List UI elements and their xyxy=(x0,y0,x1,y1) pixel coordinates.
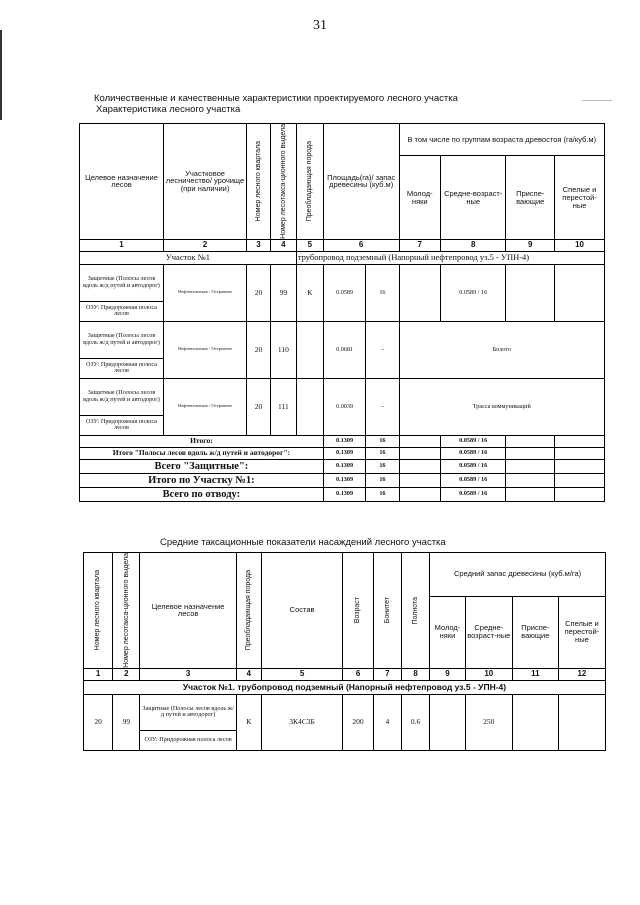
total-label: Итого: xyxy=(80,435,324,447)
total-young xyxy=(399,435,441,447)
total-area: 0.1309 xyxy=(323,447,366,459)
row-stock: – xyxy=(366,378,399,435)
total-mature xyxy=(506,447,555,459)
total-overmature xyxy=(555,447,605,459)
taxation-table xyxy=(83,552,606,751)
header-mature: Приспе-вающие xyxy=(506,156,555,239)
total-overmature xyxy=(555,487,605,501)
col-number: 2 xyxy=(164,239,247,251)
header-mature: Приспе-вающие xyxy=(512,596,558,668)
total-overmature xyxy=(555,473,605,487)
row-age: 200 xyxy=(343,694,373,750)
total-middle: 0.0589 / 16 xyxy=(441,447,506,459)
col-number: 6 xyxy=(343,668,373,680)
row-quarter: 20 xyxy=(247,321,271,378)
row-composition: 3К4С3Б xyxy=(261,694,343,750)
total-middle: 0.0589 / 16 xyxy=(441,487,506,501)
total-label: Всего "Защитные": xyxy=(80,459,324,473)
row-quarter: 20 xyxy=(247,378,271,435)
total-young xyxy=(399,447,441,459)
row-species: К xyxy=(296,264,323,321)
total-mature xyxy=(506,473,555,487)
plot-title: Участок №1 xyxy=(80,251,297,264)
col-number: 8 xyxy=(401,668,429,680)
total-label: Итого "Полосы лесов вдоль ж/д путей и автодорог": xyxy=(80,447,324,459)
scan-mark xyxy=(582,100,612,101)
total-area: 0.1309 xyxy=(323,459,366,473)
header-purpose: Целевое назначение лесов xyxy=(80,124,164,240)
row-middle: 250 xyxy=(465,694,512,750)
row-species xyxy=(296,378,323,435)
page-number: 31 xyxy=(313,18,327,33)
col-number: 8 xyxy=(441,239,506,251)
row-stock: 16 xyxy=(366,264,399,321)
header-compartment: Номер лесотакса-ционного выдела xyxy=(270,124,296,240)
row-ozu: ОЗУ: Придорожная полоса лесов xyxy=(80,415,164,435)
total-label: Итого по Участку №1: xyxy=(80,473,324,487)
col-number: 2 xyxy=(113,668,140,680)
col-number: 5 xyxy=(296,239,323,251)
row-forestry: Нефтеюганское / Островное xyxy=(164,378,247,435)
row-purpose: Защитные (Полосы лесов вдоль ж/д путей и автодорог) xyxy=(140,694,236,730)
scan-mark xyxy=(0,30,2,120)
row-note: Болото xyxy=(399,321,604,378)
total-middle: 0.0589 / 16 xyxy=(441,435,506,447)
col-number: 7 xyxy=(399,239,441,251)
intro-line-2: Характеристика лесного участка xyxy=(96,104,241,115)
row-quarter: 20 xyxy=(247,264,271,321)
row-ozu: ОЗУ: Придорожная полоса лесов xyxy=(80,301,164,321)
row-compartment: 99 xyxy=(270,264,296,321)
row-compartment: 99 xyxy=(113,694,140,750)
total-stock: 16 xyxy=(366,473,399,487)
header-young: Молод-няки xyxy=(399,156,441,239)
total-label: Всего по отводу: xyxy=(80,487,324,501)
total-stock: 16 xyxy=(366,459,399,473)
intro-line-1: Количественные и качественные характеристики проектируемого лесного участка xyxy=(94,93,458,104)
total-middle: 0.0589 / 16 xyxy=(441,473,506,487)
row-purpose: Защитные (Полосы лесов вдоль ж/д путей и автодорог) xyxy=(80,378,164,415)
header-quarter: Номер лесного квартала xyxy=(84,553,113,669)
row-young xyxy=(399,264,441,321)
row-note: Трасса коммуникаций xyxy=(399,378,604,435)
forest-plot-table xyxy=(79,123,605,502)
header-species: Преобладающая порода xyxy=(236,553,261,669)
total-middle: 0.0589 / 16 xyxy=(441,459,506,473)
header-middle: Средне-возраст-ные xyxy=(465,596,512,668)
row-species: К xyxy=(236,694,261,750)
header-composition: Состав xyxy=(261,553,343,669)
row-purpose: Защитные (Полосы лесов вдоль ж/д путей и автодорог) xyxy=(80,264,164,301)
header-density: Полнота xyxy=(401,553,429,669)
row-species xyxy=(296,321,323,378)
col-number: 4 xyxy=(270,239,296,251)
col-number: 3 xyxy=(140,668,236,680)
row-overmature xyxy=(558,694,605,750)
total-stock: 16 xyxy=(366,487,399,501)
row-ozu: ОЗУ: Придорожная полоса лесов xyxy=(80,358,164,378)
total-area: 0.1309 xyxy=(323,435,366,447)
row-compartment: 111 xyxy=(270,378,296,435)
total-stock: 16 xyxy=(366,447,399,459)
col-number: 4 xyxy=(236,668,261,680)
header-purpose: Целевое назначение лесов xyxy=(140,553,236,669)
total-mature xyxy=(506,435,555,447)
row-purpose: Защитные (Полосы лесов вдоль ж/д путей и автодорог) xyxy=(80,321,164,358)
header-forestry: Участковое лесничество/ урочище (при наличии) xyxy=(164,124,247,240)
header-species: Преобладающая порода xyxy=(296,124,323,240)
header-stock-group: Средний запас древесины (куб.м/га) xyxy=(430,553,606,597)
total-young xyxy=(399,459,441,473)
col-number: 1 xyxy=(80,239,164,251)
total-mature xyxy=(506,459,555,473)
header-age-groups: В том числе по группам возраста древостоя (га/куб.м) xyxy=(399,124,604,156)
header-overmature: Спелые и перестой-ные xyxy=(558,596,605,668)
row-area: 0.0039 xyxy=(323,378,366,435)
col-number: 7 xyxy=(373,668,401,680)
header-compartment: Номер лесотакса-ционного выдела xyxy=(113,553,140,669)
total-area: 0.1309 xyxy=(323,473,366,487)
header-area: Площадь(га)/ запас древесины (куб.м) xyxy=(323,124,399,240)
row-ozu: ОЗУ: Придорожная полоса лесов xyxy=(140,730,236,750)
row-mature xyxy=(506,264,555,321)
col-number: 5 xyxy=(261,668,343,680)
row-middle: 0.0589 / 16 xyxy=(441,264,506,321)
col-number: 11 xyxy=(512,668,558,680)
col-number: 9 xyxy=(430,668,466,680)
intro-text xyxy=(94,93,458,115)
col-number: 9 xyxy=(506,239,555,251)
plot-object: трубопровод подземный (Напорный нефтепровод уз.5 - УПН-4) xyxy=(296,251,604,264)
row-compartment: 110 xyxy=(270,321,296,378)
col-number: 6 xyxy=(323,239,399,251)
col-number: 12 xyxy=(558,668,605,680)
total-area: 0.1309 xyxy=(323,487,366,501)
row-mature xyxy=(512,694,558,750)
row-bonitet: 4 xyxy=(373,694,401,750)
row-forestry: Нефтеюганское / Островное xyxy=(164,264,247,321)
col-number: 3 xyxy=(247,239,271,251)
row-quarter: 20 xyxy=(84,694,113,750)
plot-title: Участок №1. трубопровод подземный (Напорный нефтепровод уз.5 - УПН-4) xyxy=(84,680,606,694)
header-young: Молод-няки xyxy=(430,596,466,668)
total-overmature xyxy=(555,435,605,447)
row-young xyxy=(430,694,466,750)
row-area: 0.0589 xyxy=(323,264,366,321)
total-young xyxy=(399,487,441,501)
col-number: 1 xyxy=(84,668,113,680)
header-overmature: Спелые и перестой-ные xyxy=(555,156,605,239)
row-stock: – xyxy=(366,321,399,378)
header-bonitet: Бонитет xyxy=(373,553,401,669)
total-mature xyxy=(506,487,555,501)
row-density: 0.6 xyxy=(401,694,429,750)
header-quarter: Номер лесного квартала xyxy=(247,124,271,240)
header-middle: Средне-возраст-ные xyxy=(441,156,506,239)
total-stock: 16 xyxy=(366,435,399,447)
row-forestry: Нефтеюганское / Островное xyxy=(164,321,247,378)
row-overmature xyxy=(555,264,605,321)
table2-caption: Средние таксационные показатели насаждений лесного участка xyxy=(160,537,446,548)
col-number: 10 xyxy=(465,668,512,680)
header-age: Возраст xyxy=(343,553,373,669)
col-number: 10 xyxy=(555,239,605,251)
row-area: 0.0681 xyxy=(323,321,366,378)
total-overmature xyxy=(555,459,605,473)
total-young xyxy=(399,473,441,487)
